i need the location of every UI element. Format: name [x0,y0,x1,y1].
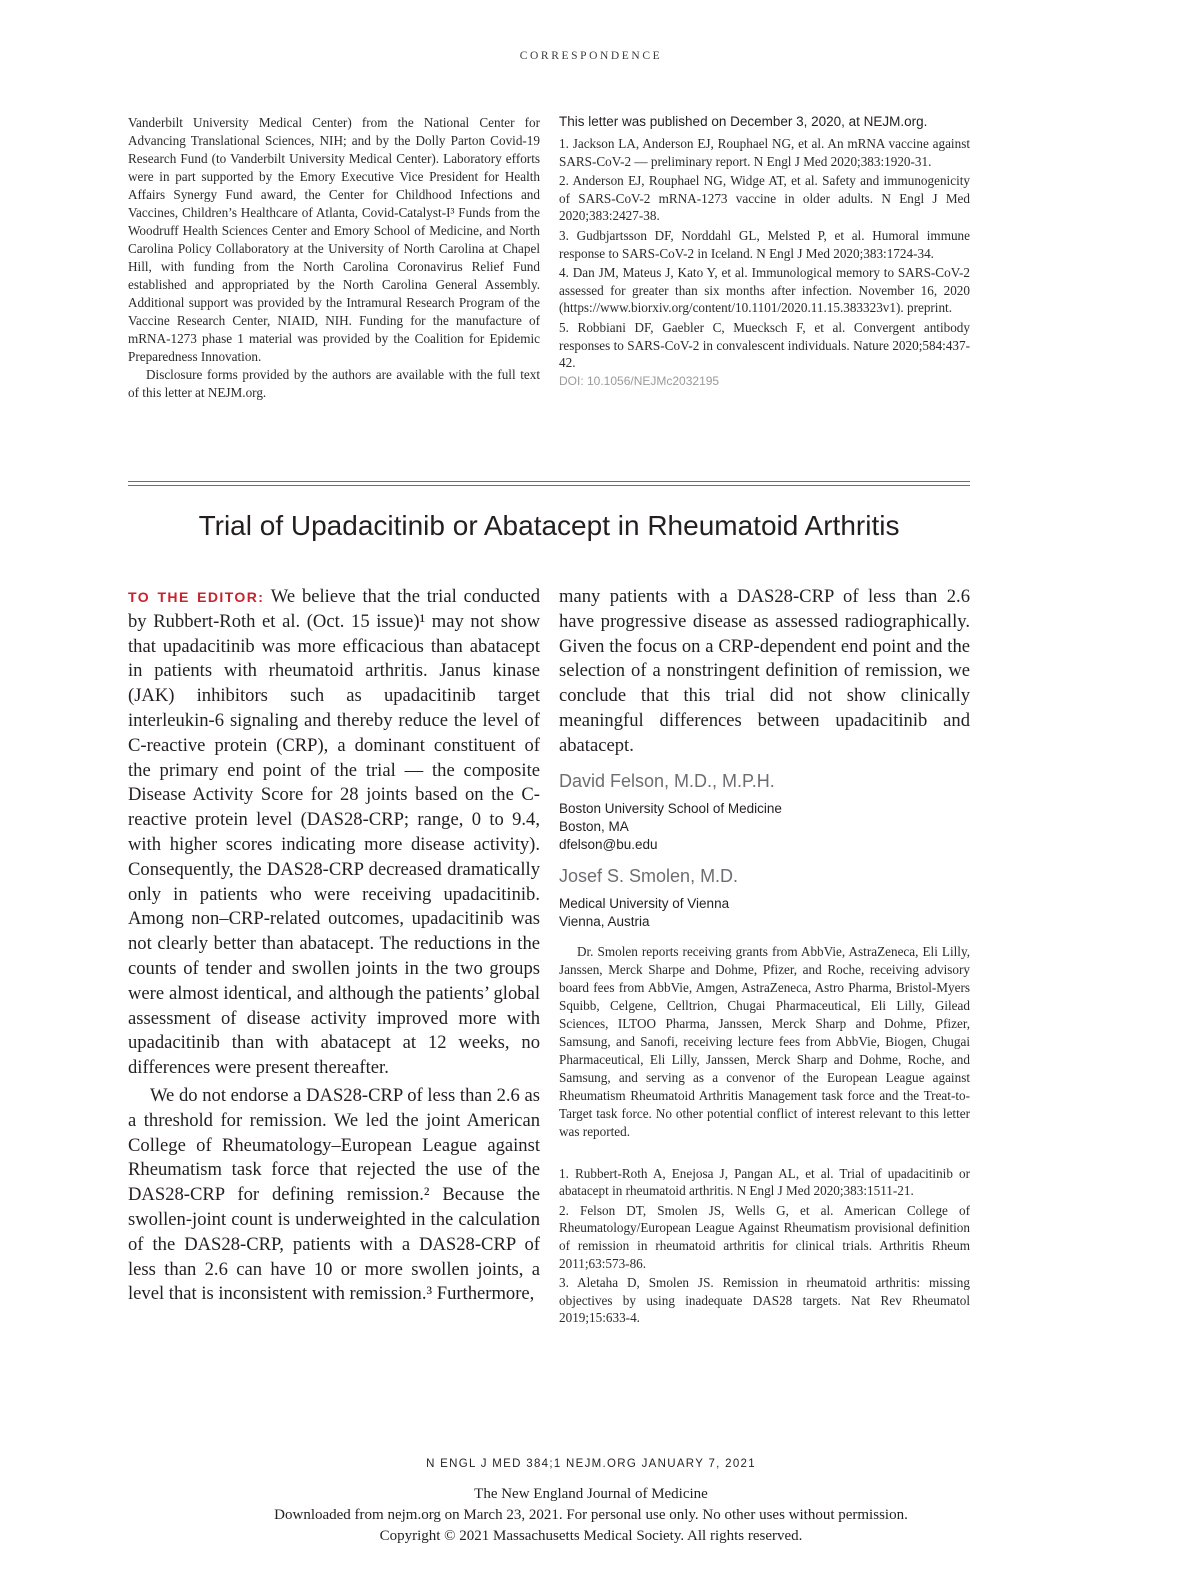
letter-paragraph-3: many patients with a DAS28-CRP of less than 2.6 have progressive disease as assessed radiographically. Given the focus on a CRP-dependent end point and the selection of a nonstringent definition of remission, we conclude that this trial did not show clinically meaningful differences between upadacitinib and abatacept. [559,586,970,756]
conflict-disclosure: Dr. Smolen reports receiving grants from AbbVie, AstraZeneca, Eli Lilly, Janssen, Merck Sharpe and Dohme, Pfizer, and Roche, receiving advisory board fees from AbbVie, Amgen, AstraZeneca, Astro Pharma, Bristol-Myers Squibb, Celgene, Celltrion, Chugai Pharmaceutical, Eli Lilly, Gilead Sciences, ILTOO Pharma, Janssen, Merck Sharp and Dohme, Pfizer, Samsung, and Sanofi, receiving lecture fees from AbbVie, Biogen, Chugai Pharmaceutical, Eli Lilly, Janssen, Merck Sharp and Dohme, Roche, and Samsung, and serving as a convenor of the European League against Rheumatism Rheumatoid Arthritis Management task force and the Treat-to-Target task force. No other potential conflict of interest relevant to this letter was reported. [559,943,970,1139]
section-divider [128,481,970,482]
section-header: CORRESPONDENCE [519,50,663,62]
letter-paragraph-2: We do not endorse a DAS28-CRP of less than 2.6 as a threshold for remission. We led the joint American College of Rheumatology–European League against Rheumatism task force that rejected the use of the DAS28-CRP for defining remission.² Because the swollen-joint count is underweighted in the calculation of the DAS28-CRP, patients with a DAS28-CRP of less than 2.6 can have 10 or more swollen joints, a level that is inconsistent with remission.³ Furthermore, [128,1084,540,1305]
reference-item: 1. Jackson LA, Anderson EJ, Rouphael NG, et al. An mRNA vaccine against SARS-CoV-2 — preliminary report. N Engl J Med 2020;383:1920-31. [559,136,970,169]
section-divider [128,485,970,486]
location: Boston, MA [559,818,629,834]
reference-item: 5. Robbiani DF, Gaebler C, Muecksch F, et al. Convergent antibody responses to SARS-CoV-2 in convalescent individuals. Nature 2020;584:437-42. [559,319,970,371]
previous-letter-references [559,114,970,388]
funding-statement-block [128,114,540,402]
to-the-editor-label: TO THE EDITOR: [128,589,265,605]
reference-item: 2. Felson DT, Smolen JS, Wells G, et al. American College of Rheumatology/European League Against Rheumatism provisional definition of remission in rheumatoid arthritis for clinical trials. Arthritis Rheum 2011;63:573-86. [559,1202,970,1271]
reference-item: 2. Anderson EJ, Rouphael NG, Widge AT, et al. Safety and immunogenicity of SARS-CoV-2 mRNA-1273 vaccine in older adults. N Engl J Med 2020;383:2427-38. [559,173,970,224]
reference-item: 4. Dan JM, Mateus J, Kato Y, et al. Immunological memory to SARS-CoV-2 assessed for greater than six months after infection. November 16, 2020 (https://www.biorxiv.org/content/10.1101/2020.11.15.383323v1). preprint. [559,265,970,316]
institution: Medical University of Vienna [559,895,730,911]
author-affiliation [559,895,970,931]
letter-title: Trial of Upadacitinib or Abatacept in Rheumatoid Arthritis [198,510,900,541]
copyright-notice: Copyright © 2021 Massachusetts Medical Society. All rights reserved. [379,1528,803,1544]
reference-item: 3. Aletaha D, Smolen JS. Remission in rheumatoid arthritis: missing objectives by using inadequate DAS28 targets. Nat Rev Rheumatol 2019;15:633-4. [559,1275,970,1326]
funding-statement: Vanderbilt University Medical Center) from the National Center for Advancing Translational Sciences, NIH; and by the Dolly Parton Covid-19 Research Fund (to Vanderbilt University Medical Center). Laboratory efforts were in part supported by the Emory Executive Vice President for Health Affairs Synergy Fund award, the Center for Childhood Infections and Vaccines, Children’s Healthcare of Atlanta, Covid-Catalyst-I³ Funds from the Woodruff Health Sciences Center and Emory School of Medicine, and North Carolina Policy Collaboratory at the University of North Carolina at Chapel Hill, with funding from the North Carolina Coronavirus Relief Fund established and appropriated by the North Carolina General Assembly. Additional support was provided by the Intramural Research Program of the Vaccine Research Center, NIAID, NIH. Funding for the manufacture of mRNA-1273 phase 1 material was provided by the Coalition for Epidemic Preparedness Innovation. [128,115,540,364]
doi-link[interactable]: DOI: 10.1056/NEJMc2032195 [559,373,720,388]
letter-left-column [128,585,540,1307]
letter-right-column [559,585,970,1329]
journal-name: The New England Journal of Medicine [474,1486,708,1502]
reference-item: 3. Gudbjartsson DF, Norddahl GL, Melsted P, et al. Humoral immune response to SARS-CoV-2 in Iceland. N Engl J Med 2020;383:1724-34. [559,227,970,261]
institution: Boston University School of Medicine [559,800,782,816]
page-citation-footer: N ENGL J MED 384;1 NEJM.ORG JANUARY 7, 2021 [426,1458,756,1470]
paragraph-text: We believe that the trial conducted by Rubbert-Roth et al. (Oct. 15 issue)¹ may not show that upadacitinib was more efficacious than abatacept in patients with rheumatoid arthritis. Janus kinase (JAK) inhibitors such as upadacitinib target interleukin-6 signaling and thereby reduce the level of C-reactive protein (CRP), a dominant constituent of the primary end point of the trial — the composite Disease Activity Score for 28 joints based on the C-reactive protein level (DAS28-CRP; range, 0 to 9.4, with higher scores indicating more disease activity). Consequently, the DAS28-CRP decreased dramatically only in patients who were receiving upadacitinib. Among non–CRP-related outcomes, upadacitinib was not clearly better than abatacept. The reductions in the counts of tender and swollen joints in the two groups were almost identical, and although the patients’ global assessment of disease activity improved more with upadacitinib than with abatacept at 12 weeks, no differences were present thereafter. [128,586,540,1079]
author-name: David Felson, M.D., M.P.H. [559,770,775,791]
letter-reference-list [559,1165,970,1327]
location: Vienna, Austria [559,913,650,929]
disclosure-statement: Disclosure forms provided by the authors are available with the full text of this letter at NEJM.org. [128,367,540,400]
letter-paragraph-1 [128,585,540,1081]
author-affiliation [559,800,970,854]
reference-item: 1. Rubbert-Roth A, Enejosa J, Pangan AL, et al. Trial of upadacitinib or abatacept in rheumatoid arthritis. N Engl J Med 2020;383:1511-21. [559,1165,970,1199]
publication-note: This letter was published on December 3, 2020, at NEJM.org. [559,114,928,129]
author-name: Josef S. Smolen, M.D. [559,865,739,886]
reference-list [559,135,970,372]
author-email[interactable]: dfelson@bu.edu [559,836,658,852]
download-notice: Downloaded from nejm.org on March 23, 2021. For personal use only. No other uses without permission. [274,1507,908,1523]
